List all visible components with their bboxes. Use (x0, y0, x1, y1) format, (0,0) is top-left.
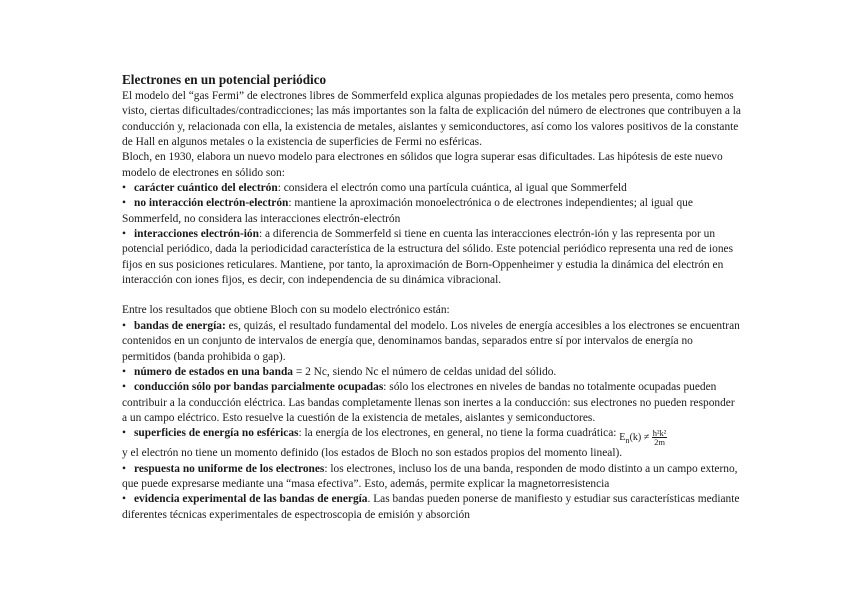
formula-fraction (652, 429, 668, 446)
results-intro-paragraph: Entre los resultados que obtiene Bloch con su modelo electrónico están: (122, 304, 450, 317)
bullet-icon: • (122, 365, 126, 378)
hypothesis-item (122, 227, 742, 288)
hypothesis-term: interacciones electrón-ión (134, 228, 259, 241)
result-item (122, 380, 742, 426)
bullet-icon: • (122, 493, 126, 506)
bullet-icon: • (122, 381, 126, 394)
energy-formula (619, 429, 667, 446)
result-term: superficies de energía no esféricas (134, 427, 299, 440)
hypothesis-item (122, 181, 742, 196)
result-term: conducción sólo por bandas parcialmente ocupadas (134, 381, 384, 394)
result-item (122, 319, 742, 365)
hypothesis-text: : a diferencia de Sommerfeld si tiene en cuenta las interacciones electrón-ión y las representa por un potencial periódico, dada la periodicidad característica de la estructura del sólido. Este potencial periódico representa una red de iones fijos en sus posiciones reticulares. Mantiene, por tanto, la aproximación de Born-Oppenheimer y estudia la dinámica del electrón en interacción con iones fijos, es decir, con independencia de su dinámica vibracional. (122, 228, 734, 287)
formula-arg: (k) ≠ (629, 432, 650, 444)
hypothesis-text: : considera el electrón como una partícula cuántica, al igual que Sommerfeld (277, 182, 627, 195)
result-text: : sólo los electrones en niveles de bandas no totalmente ocupadas pueden contribuir a la conducción eléctrica. Las bandas completamente llenas son inertes a la conducción: sus electrones no pueden responder a un campo eléctrico. Esto resuelve la cuestión de la existencia de metales, aislantes y semiconductores. (122, 381, 735, 424)
hypothesis-term: carácter cuántico del electrón (134, 182, 278, 195)
formula-lhs: E (619, 432, 626, 444)
formula-denominator: 2m (654, 437, 665, 448)
result-text: : los electrones, incluso los de una banda, responden de modo distinto a un campo externo, que puede expresarse mediante una “masa efectiva”. Esto, además, permite explicar la magnetorresistencia (122, 462, 738, 491)
result-text: . Las bandas pueden ponerse de manifiesto y estudiar sus características mediante diferentes técnicas experimentales de espectroscopia de emisión y absorción (122, 493, 740, 521)
hypothesis-text: : mantiene la aproximación monoelectrónica o de electrones independientes; al igual que Sommerfeld, no considera las interacciones electrón-electrón (122, 197, 693, 225)
bullet-icon: • (122, 197, 126, 210)
paragraph-spacer (122, 288, 742, 303)
bullet-icon: • (122, 462, 126, 475)
result-term: respuesta no uniforme de los electrones (134, 462, 325, 475)
result-term: evidencia experimental de las bandas de energía (134, 493, 368, 506)
result-text: es, quizás, el resultado fundamental del modelo. Los niveles de energía accesibles a los electrones se encuentran contenidos en un conjunto de intervalos de energía que, denominamos bandas, separados entre sí por intervalos de energía no permitidos (banda prohibida o gap). (122, 319, 740, 363)
result-item (122, 492, 742, 523)
result-item (122, 426, 742, 462)
result-item (122, 365, 742, 380)
intro-paragraph: El modelo del “gas Fermi” de electrones libres de Sommerfeld explica algunas propiedades de los metales pero presenta, como hemos visto, ciertas dificultades/contradicciones; las más importantes son la falta de explicación del número de electrones que contribuyen a la conducción y, relacionada con ella, la existencia de metales, aislantes y semiconductores, así como los valores positivos de la constante de Hall en algunos metales o la existencia de superficies de Fermi no esféricas. (122, 90, 741, 149)
result-term: número de estados en una banda (134, 365, 293, 378)
result-text: = 2 Nc, siendo Nc el número de celdas unidad del sólido. (292, 365, 557, 378)
bullet-icon: • (122, 319, 126, 332)
bullet-icon: • (122, 182, 126, 195)
hypothesis-term: no interacción electrón-electrón (134, 197, 289, 210)
bullet-icon: • (122, 427, 126, 440)
formula-subscript: n (625, 436, 630, 446)
page-title: Electrones en un potencial periódico (122, 72, 327, 87)
hypothesis-item (122, 196, 742, 227)
bullet-icon: • (122, 228, 126, 241)
result-term: bandas de energía: (134, 319, 226, 332)
result-item (122, 462, 742, 493)
result-text: : la energía de los electrones, en general, no tiene la forma cuadrática: (298, 427, 620, 440)
formula-numerator: ħ²k² (652, 428, 667, 439)
bloch-intro-paragraph: Bloch, en 1930, elabora un nuevo modelo para electrones en sólidos que logra superar esas dificultades. Las hipótesis de este nuevo modelo de electrones en sólido son: (122, 151, 723, 179)
result-text-continued: y el electrón no tiene un momento definido (los estados de Bloch no son estados propios del momento lineal). (122, 447, 623, 460)
document-page (122, 72, 742, 523)
